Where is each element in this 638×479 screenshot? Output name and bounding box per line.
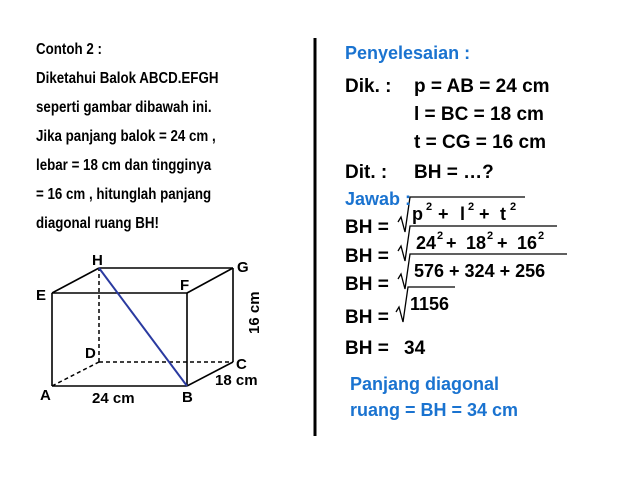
edge-HE	[52, 268, 99, 293]
radicand-4: 1156	[410, 294, 450, 314]
radicand-1-p: p	[412, 204, 423, 224]
problem-line-4: lebar = 18 cm dan tingginya	[36, 157, 212, 174]
problem-line-3: Jika panjang balok = 24 cm ,	[36, 128, 216, 145]
radicand-1-plus-b: +	[479, 204, 490, 224]
dik-item-t: t = CG = 16 cm	[414, 132, 547, 153]
bh-result-prefix: BH =	[345, 338, 389, 359]
bh-step-3-prefix: BH =	[345, 274, 389, 295]
radicand-2-24: 24	[416, 233, 437, 253]
vertex-label-D: D	[85, 345, 96, 362]
vertex-label-G: G	[237, 259, 249, 276]
radicand-1-plus-a: +	[438, 204, 449, 224]
jawab-label: Jawab :	[345, 189, 412, 209]
edge-FG	[187, 268, 233, 293]
dik-item-p: p = AB = 24 cm	[414, 76, 550, 97]
radicand-1-exp-b: 2	[468, 201, 475, 213]
problem-title: Contoh 2 :	[36, 41, 102, 58]
radicand-2-18: 18	[466, 233, 487, 253]
edge-AD	[52, 362, 99, 386]
vertex-label-F: F	[180, 277, 190, 294]
radicand-1-exp-a: 2	[426, 201, 433, 213]
radicand-2-plus-b: +	[497, 233, 508, 253]
solution-heading: Penyelesaian :	[345, 43, 471, 63]
problem-line-2: seperti gambar dibawah ini.	[36, 99, 212, 116]
dit-value: BH = …?	[414, 162, 494, 183]
radicand-2-16: 16	[517, 233, 538, 253]
problem-line-5: = 16 cm , hitunglah panjang	[36, 186, 212, 203]
vertex-label-A: A	[40, 387, 51, 404]
radicand-3: 576 + 324 + 256	[414, 261, 546, 281]
bh-result-value: 34	[404, 338, 426, 359]
height-label: 16 cm	[246, 291, 263, 334]
bh-step-4-prefix: BH =	[345, 307, 389, 328]
dik-item-l: l = BC = 18 cm	[414, 104, 544, 125]
vertex-label-E: E	[36, 287, 47, 304]
radicand-2-exp-a: 2	[437, 230, 444, 242]
radicand-1-t: t	[500, 204, 506, 224]
radicand-2-exp-c: 2	[538, 230, 545, 242]
vertex-label-C: C	[236, 356, 247, 373]
radicand-2-exp-b: 2	[487, 230, 494, 242]
radicand-2-plus-a: +	[446, 233, 457, 253]
dit-label: Dit. :	[345, 162, 388, 183]
dik-label: Dik. :	[345, 76, 392, 97]
bh-step-2-prefix: BH =	[345, 246, 389, 267]
problem-line-6: diagonal ruang BH!	[36, 215, 159, 232]
width-label: 18 cm	[215, 372, 258, 389]
conclusion-line-2: ruang = BH = 34 cm	[350, 400, 519, 420]
length-label: 24 cm	[92, 390, 135, 407]
diagonal-BH	[99, 268, 190, 386]
vertex-label-B: B	[182, 389, 193, 406]
conclusion-line-1: Panjang diagonal	[350, 374, 500, 394]
vertex-label-H: H	[92, 252, 103, 269]
radicand-1-l: l	[460, 204, 466, 224]
problem-line-1: Diketahui Balok ABCD.EFGH	[36, 70, 219, 87]
radicand-1-exp-c: 2	[510, 201, 517, 213]
bh-step-1-prefix: BH =	[345, 217, 389, 238]
